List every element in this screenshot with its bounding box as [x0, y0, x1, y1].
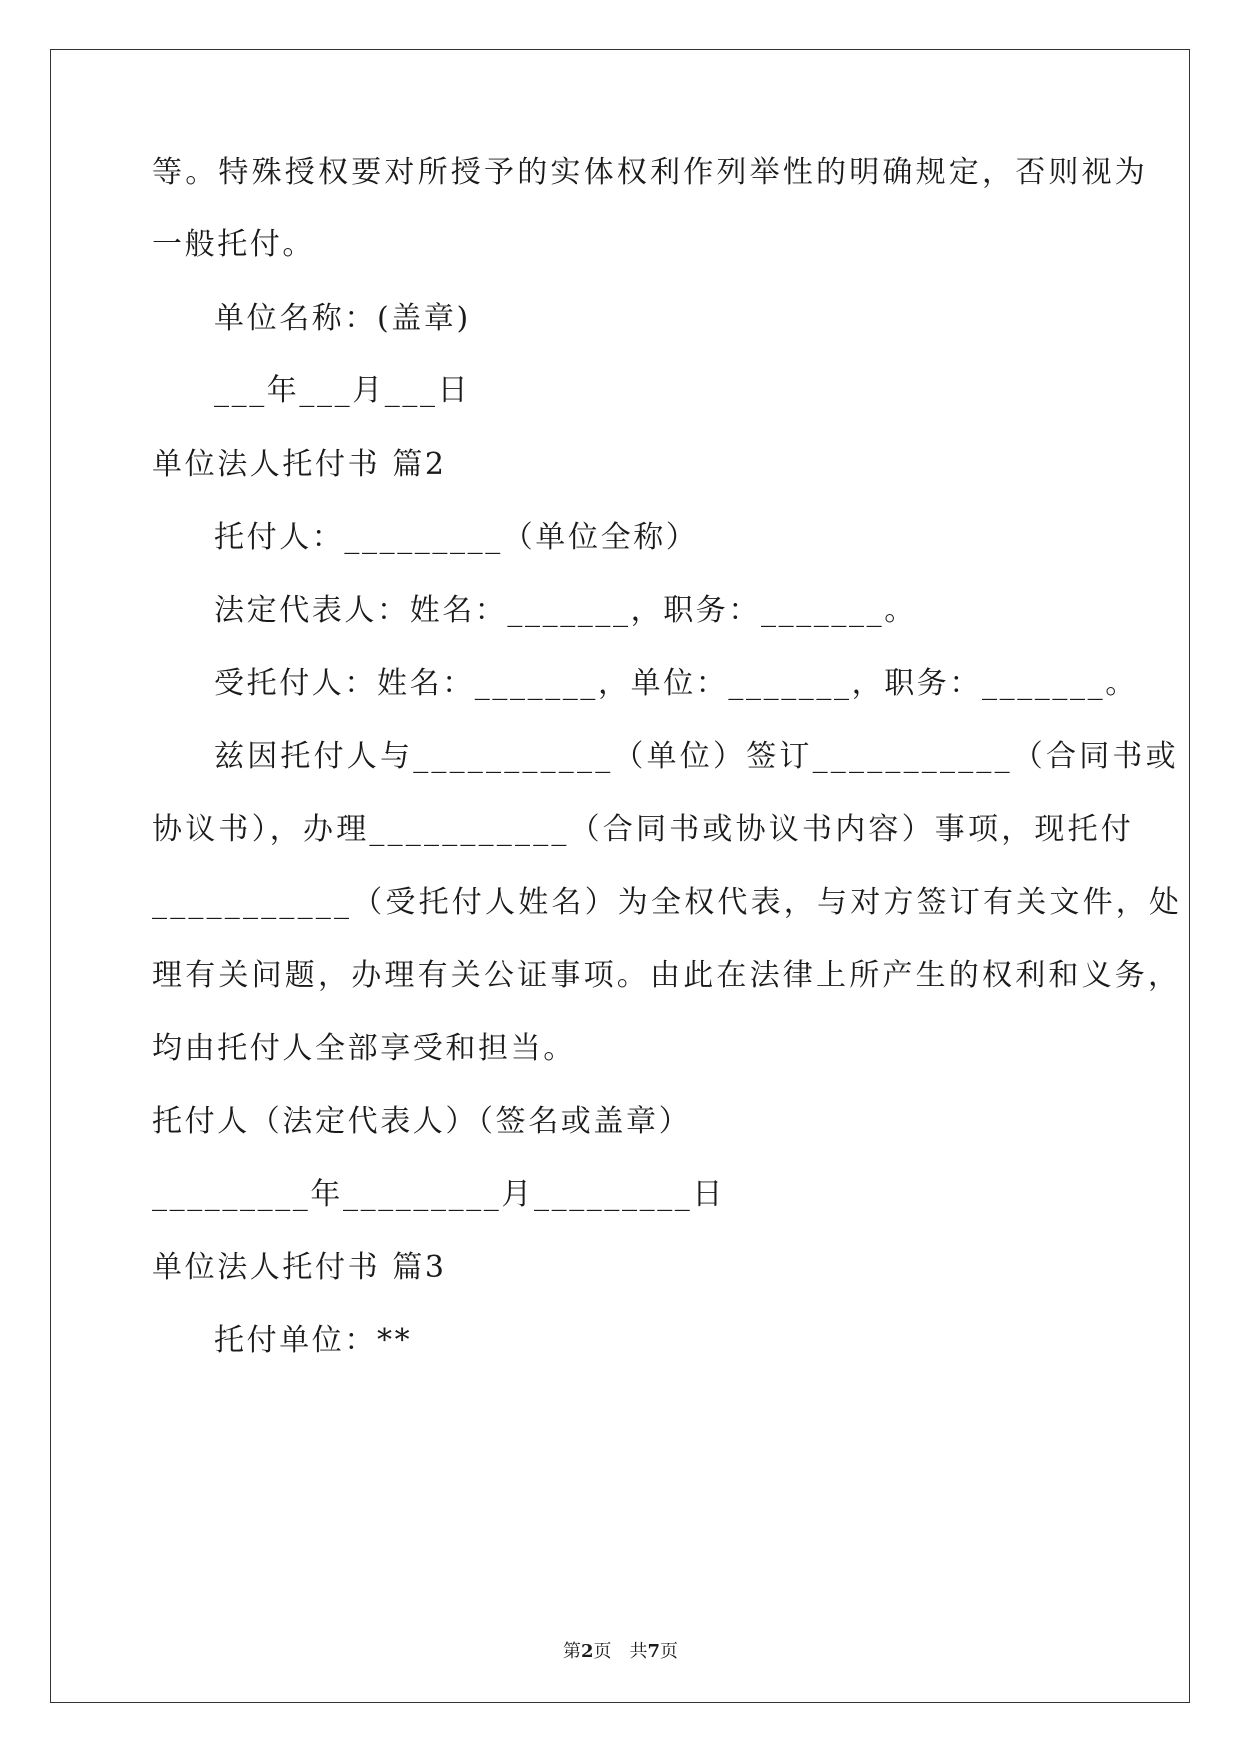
signature-line: 托付人（法定代表人）（签名或盖章）	[152, 1104, 692, 1139]
section-heading: 单位法人托付书 篇3	[152, 1250, 447, 1285]
total-prefix: 共	[629, 1641, 648, 1662]
paragraph-line: 理有关问题，办理有关公证事项。由此在法律上所产生的权利和义务，	[152, 958, 1182, 993]
date-line: ___年___月___日	[214, 373, 471, 408]
page-prefix: 第	[562, 1641, 581, 1662]
page-current: 2	[580, 1641, 594, 1662]
legal-representative-line: 法定代表人：姓名：_______，职务：_______。	[214, 593, 917, 628]
date-line: _________年_________月_________日	[152, 1177, 725, 1212]
paragraph-line: 等。特殊授权要对所授予的实体权利作列举性的明确规定，否则视为	[152, 155, 1148, 190]
paragraph-line: 协议书），办理___________（合同书或协议书内容）事项，现托付	[152, 812, 1134, 847]
page-frame	[50, 49, 1190, 1703]
total-suffix: 页	[660, 1641, 679, 1662]
agent-line: 受托付人：姓名：_______，单位：_______，职务：_______。	[214, 666, 1138, 701]
unit-name-seal-line: 单位名称：(盖章)	[214, 301, 471, 336]
entrusting-unit-line: 托付单位：**	[214, 1323, 413, 1358]
page-total: 7	[647, 1641, 661, 1662]
paragraph-line: 兹因托付人与___________（单位）签订___________（合同书或	[214, 739, 1179, 774]
page-footer	[0, 1640, 1241, 1664]
paragraph-line: ___________（受托付人姓名）为全权代表，与对方签订有关文件，处	[152, 885, 1183, 920]
principal-line: 托付人：_________（单位全称）	[214, 520, 699, 555]
page-mid: 页	[593, 1641, 612, 1662]
paragraph-line: 均由托付人全部享受和担当。	[152, 1031, 576, 1066]
section-heading: 单位法人托付书 篇2	[152, 447, 447, 482]
paragraph-line: 一般托付。	[152, 227, 315, 262]
